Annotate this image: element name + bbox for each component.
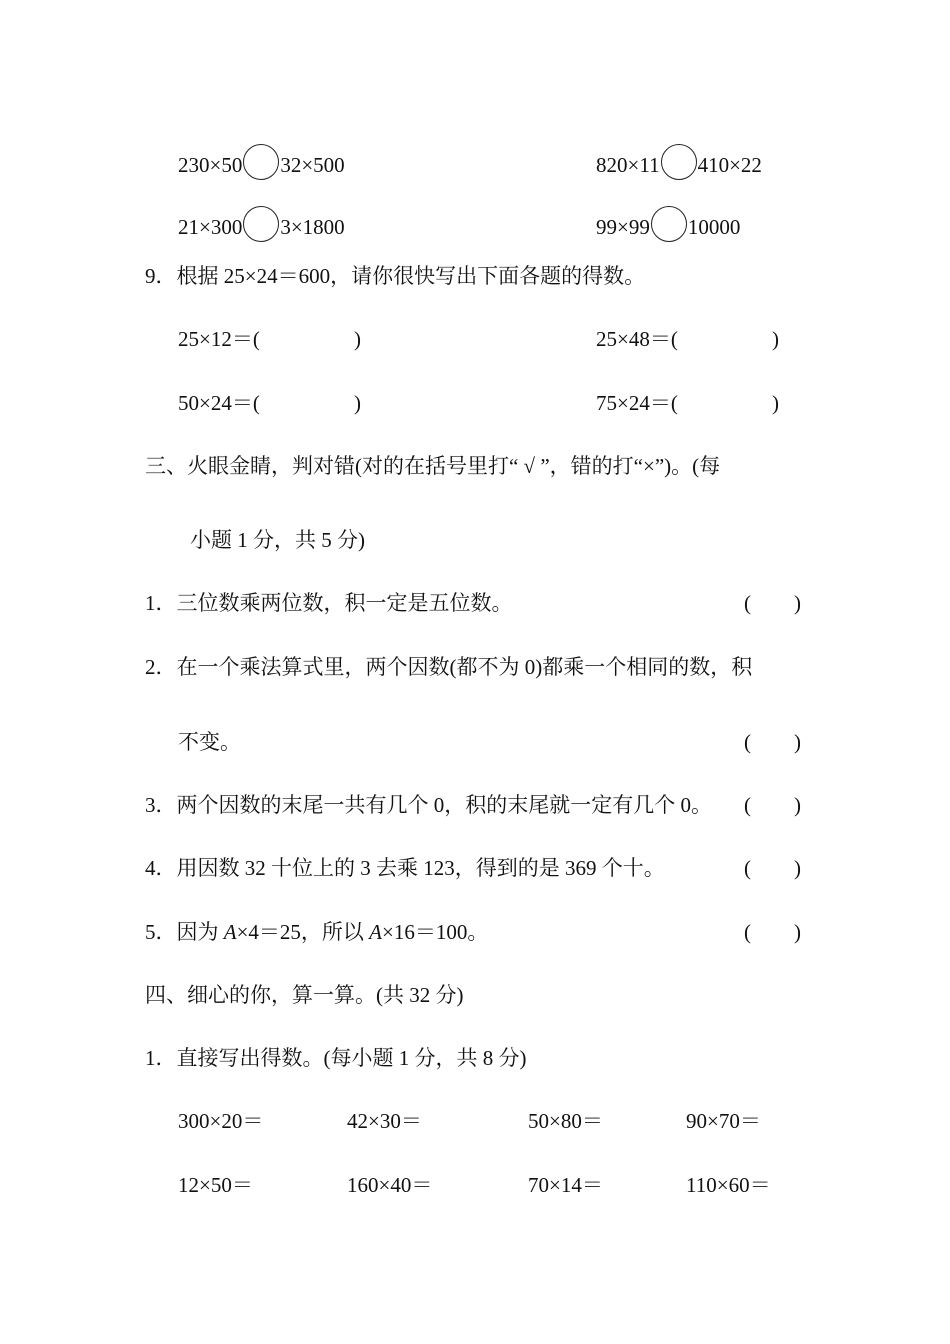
expr-right: 10000	[687, 215, 741, 239]
q9-item-2-close: )	[772, 327, 779, 351]
compare-row-1-left	[178, 144, 345, 180]
answer-paren-close: )	[794, 856, 801, 880]
calc-item: 12×50＝	[178, 1173, 253, 1197]
q9-item-1-close: )	[354, 327, 361, 351]
q5-variable-a: A	[223, 920, 237, 944]
compare-row-1-right	[596, 144, 762, 180]
expr-left: 99×99	[596, 215, 650, 239]
section3-q1: 1．三位数乘两位数，积一定是五位数。	[145, 591, 513, 615]
calc-item: 42×30＝	[347, 1109, 422, 1133]
expr-left: 820×11	[596, 153, 660, 177]
section3-q2-line2: 不变。	[178, 730, 241, 754]
section3-q4: 4．用因数 32 十位上的 3 去乘 123，得到的是 369 个十。	[145, 856, 665, 880]
compare-circle[interactable]	[651, 206, 687, 242]
section3-q3: 3．两个因数的末尾一共有几个 0，积的末尾就一定有几个 0。	[145, 793, 712, 817]
calc-item: 90×70＝	[686, 1109, 761, 1133]
q9-item-4: 75×24＝(	[596, 391, 678, 415]
calc-item: 110×60＝	[686, 1173, 771, 1197]
calc-item: 70×14＝	[528, 1173, 603, 1197]
q9-item-4-close: )	[772, 391, 779, 415]
answer-paren-close: )	[794, 730, 801, 754]
q9-item-2: 25×48＝(	[596, 327, 678, 351]
q5-prefix: 5．因为	[145, 920, 224, 944]
calc-item: 50×80＝	[528, 1109, 603, 1133]
q5-variable-a: A	[369, 920, 382, 944]
expr-right: 3×1800	[280, 215, 345, 239]
q9-item-3: 50×24＝(	[178, 391, 260, 415]
answer-paren-open[interactable]: (	[744, 793, 751, 817]
calc-item: 160×40＝	[347, 1173, 433, 1197]
expr-right: 32×500	[280, 153, 345, 177]
q9-item-1: 25×12＝(	[178, 327, 260, 351]
q9-item-3-close: )	[354, 391, 361, 415]
compare-circle[interactable]	[243, 144, 279, 180]
answer-paren-open[interactable]: (	[744, 920, 751, 944]
section4-q1-title: 1．直接写出得数。(每小题 1 分，共 8 分)	[145, 1046, 527, 1070]
q9-title: 9．根据 25×24＝600，请你很快写出下面各题的得数。	[145, 264, 646, 288]
answer-paren-open[interactable]: (	[744, 730, 751, 754]
section3-q2-line1: 2．在一个乘法算式里，两个因数(都不为 0)都乘一个相同的数，积	[145, 655, 753, 679]
q5-suffix: ×16＝100。	[382, 920, 489, 944]
section3-q5	[145, 922, 488, 943]
section3-title-line2: 小题 1 分，共 5 分)	[190, 528, 365, 552]
compare-circle[interactable]	[243, 206, 279, 242]
expr-left: 230×50	[178, 153, 243, 177]
expr-left: 21×300	[178, 215, 243, 239]
answer-paren-open[interactable]: (	[744, 856, 751, 880]
compare-row-2-right	[596, 206, 740, 242]
answer-paren-close: )	[794, 920, 801, 944]
answer-paren-open[interactable]: (	[744, 591, 751, 615]
q5-middle: ×4＝25，所以	[236, 920, 370, 944]
section4-title: 四、细心的你，算一算。(共 32 分)	[145, 983, 464, 1007]
expr-right: 410×22	[697, 153, 762, 177]
section3-title-line1: 三、火眼金睛，判对错(对的在括号里打“ √ ”，错的打“×”)。(每	[145, 454, 721, 478]
compare-circle[interactable]	[661, 144, 697, 180]
calc-item: 300×20＝	[178, 1109, 264, 1133]
compare-row-2-left	[178, 206, 345, 242]
answer-paren-close: )	[794, 591, 801, 615]
answer-paren-close: )	[794, 793, 801, 817]
